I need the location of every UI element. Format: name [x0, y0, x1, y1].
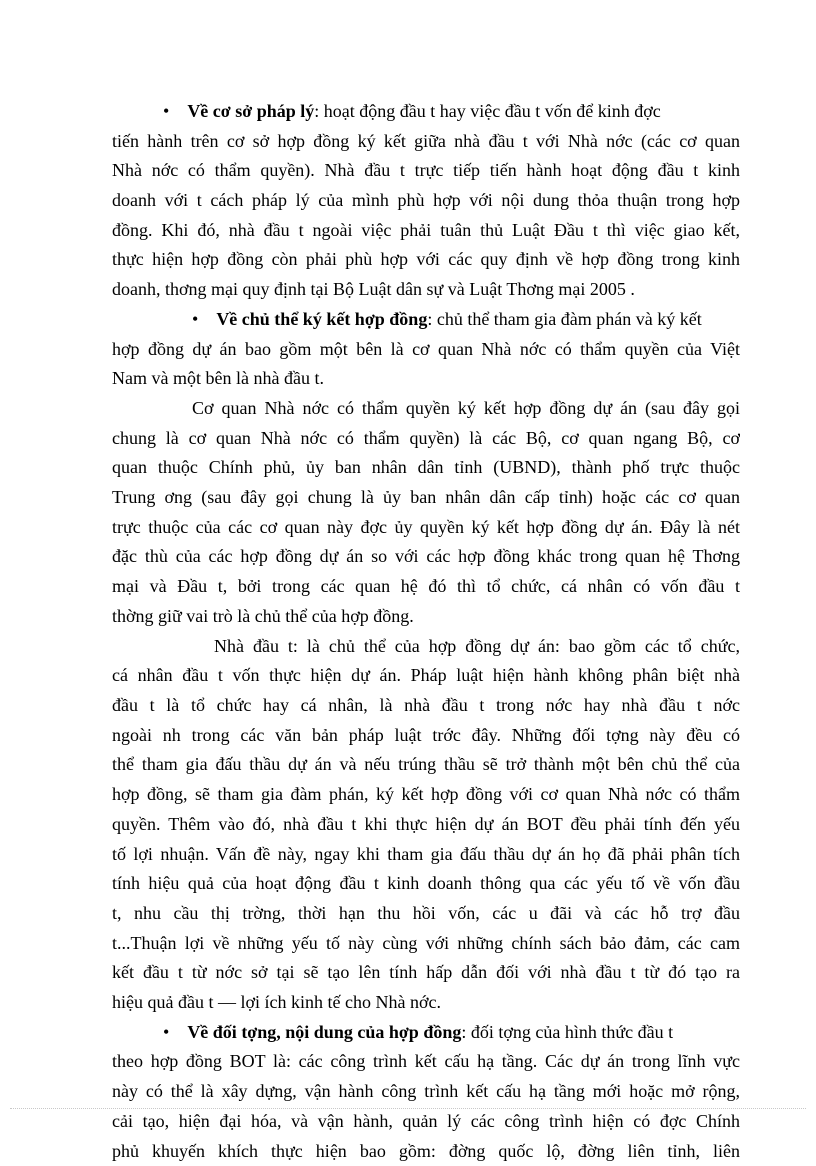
section1-line: đồng. Khi đó, nhà đầu t ngoài việc phải tuân thủ Luật Đầu t thì việc giao kết,: [112, 220, 740, 240]
investor-line: Nhà đầu t: là chủ thể của hợp đồng dự án: bao gồm các tổ chức,: [214, 636, 740, 656]
agency-last-line: thờng giữ vai trò là chủ thể của hợp đồng.: [112, 606, 414, 626]
section2-first-line-text: : chủ thể tham gia đàm phán và ký kết: [427, 309, 702, 329]
section1-line: tiến hành trên cơ sở hợp đồng ký kết giữa nhà đầu t với Nhà nớc (các cơ quan: [112, 131, 740, 151]
agency-line: Cơ quan Nhà nớc có thẩm quyền ký kết hợp đồng dự án (sau đây gọi: [192, 398, 740, 418]
investor-line: t, nhu cầu thị trờng, thời hạn thu hồi vốn, các u đãi và các hỗ trợ đầu: [112, 903, 740, 923]
page-bottom-divider: [10, 1108, 806, 1109]
section1-last-line: doanh, thơng mại quy định tại Bộ Luật dân sự và Luật Thơng mại 2005 .: [112, 279, 635, 299]
agency-line: chung là cơ quan Nhà nớc có thẩm quyền) là các Bộ, cơ quan ngang Bộ, cơ: [112, 428, 740, 448]
section3-line: cải tạo, hiện đại hóa, và vận hành, quản lý các công trình hiện có đợc Chính: [112, 1111, 740, 1131]
bullet-icon: •: [192, 309, 199, 329]
section3-heading: Về đối tợng, nội dung của hợp đồng: [187, 1022, 462, 1042]
section1-first-line: [163, 96, 740, 126]
bullet-icon: •: [163, 1022, 170, 1042]
section2-heading: Về chủ thể ký kết hợp đồng: [216, 309, 428, 329]
section1-heading: Về cơ sở pháp lý: [187, 101, 315, 121]
investor-line: ngoài nh trong các văn bản pháp luật trớc đây. Những đối tợng này đều có: [112, 725, 740, 745]
investor-line: đầu t là tổ chức hay cá nhân, là nhà đầu t trong nớc hay nhà đầu t nớc: [112, 695, 740, 715]
section1-first-line-text: : hoạt động đầu t hay việc đầu t vốn để kinh đợc: [314, 101, 661, 121]
investor-line: thể tham gia đấu thầu dự án và nếu trúng thầu sẽ trở thành một bên chủ thể của: [112, 754, 740, 774]
investor-line: tính hiệu quả của hoạt động đầu t kinh doanh thông qua các yếu tố về vốn đầu: [112, 873, 740, 893]
section3-first-line: [163, 1017, 740, 1047]
investor-last-line: hiệu quả đầu t — lợi ích kinh tế cho Nhà nớc.: [112, 992, 441, 1012]
section1-line: thực hiện hợp đồng còn phải phù hợp với các quy định về hợp đồng trong kinh: [112, 249, 740, 269]
investor-line: quyền. Thêm vào đó, nhà đầu t khi thực hiện dự án BOT đều phải tính đến yếu: [112, 814, 740, 834]
investor-line: kết đầu t từ nớc sở tại sẽ tạo lên tính hấp dẫn đối với nhà đầu t từ đó tạo ra: [112, 962, 740, 982]
investor-line: tố lợi nhuận. Vấn đề này, ngay khi tham gia đấu thầu dự án họ đã phải phân tích: [112, 844, 740, 864]
agency-line: quan thuộc Chính phủ, ủy ban nhân dân tỉnh (UBND), thành phố trực thuộc: [112, 457, 740, 477]
section2-last-line: Nam và một bên là nhà đầu t.: [112, 368, 324, 388]
section2-line: hợp đồng dự án bao gồm một bên là cơ quan Nhà nớc có thẩm quyền của Việt: [112, 339, 740, 359]
section2-first-line: [192, 304, 740, 334]
investor-line: t...Thuận lợi về những yếu tố này cùng với những chính sách bảo đảm, các cam: [112, 933, 740, 953]
agency-line: mại và Đầu t, bởi trong các quan hệ đó thì tổ chức, cá nhân có vốn đầu t: [112, 576, 740, 596]
section3-first-line-text: : đối tợng của hình thức đầu t: [461, 1022, 674, 1042]
section3-line: theo hợp đồng BOT là: các công trình kết cấu hạ tầng. Các dự án trong lĩnh vực: [112, 1051, 740, 1071]
section1-line: Nhà nớc có thẩm quyền). Nhà đầu t trực tiếp tiến hành hoạt động đầu t kinh: [112, 160, 740, 180]
bullet-icon: •: [163, 101, 170, 121]
investor-line: hợp đồng, sẽ tham gia đàm phán, ký kết hợp đồng với cơ quan Nhà nớc có thẩm: [112, 784, 740, 804]
section3-line: phủ khuyến khích thực hiện bao gồm: đờng quốc lộ, đờng liên tỉnh, liên: [112, 1141, 740, 1161]
agency-line: Trung ơng (sau đây gọi chung là ủy ban nhân dân cấp tỉnh) hoặc các cơ quan: [112, 487, 740, 507]
agency-line: đặc thù của các hợp đồng dự án so với các hợp đồng khác trong quan hệ Thơng: [112, 546, 740, 566]
agency-line: trực thuộc của các cơ quan này đợc ủy quyền ký kết hợp đồng dự án. Đây là nét: [112, 517, 740, 537]
investor-line: cá nhân đầu t vốn thực hiện dự án. Pháp luật hiện hành không phân biệt nhà: [112, 665, 740, 685]
section3-line: này có thể là xây dựng, vận hành công trình kết cấu hạ tầng mới hoặc mở rộng,: [112, 1081, 740, 1101]
section1-line: doanh với t cách pháp lý của mình phù hợp với nội dung thỏa thuận trong hợp: [112, 190, 740, 210]
